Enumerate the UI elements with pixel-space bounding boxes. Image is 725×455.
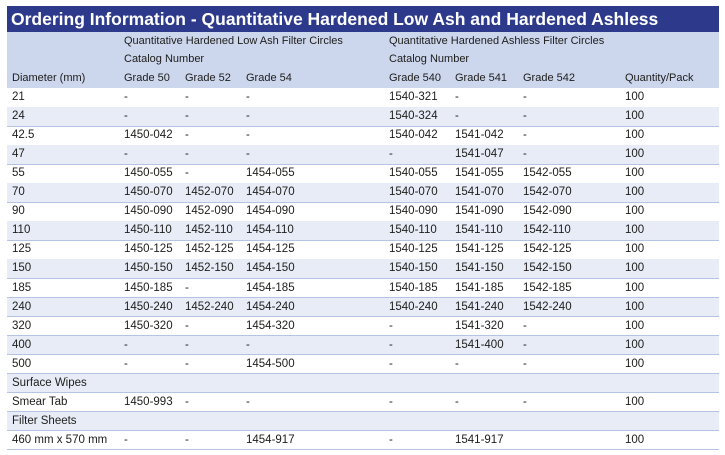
cell-grade-542: - xyxy=(523,129,527,142)
cell-quantity-pack: 100 xyxy=(625,281,645,294)
cell-grade-50: 1450-993 xyxy=(124,395,173,408)
cell-grade-52: - xyxy=(185,319,189,332)
cell-grade-52: - xyxy=(185,357,189,370)
cell-grade-50: 1450-090 xyxy=(124,205,173,218)
table-row xyxy=(7,126,719,145)
cell-quantity-pack: 100 xyxy=(625,319,645,332)
table-row xyxy=(7,202,719,221)
table-row xyxy=(7,221,719,240)
section-heading: Filter Sheets xyxy=(12,414,77,427)
cell-quantity-pack: 100 xyxy=(625,262,645,275)
cell-grade-540: 1540-321 xyxy=(389,91,438,103)
cell-diameter: 90 xyxy=(12,205,25,218)
cell-grade-54: 1454-185 xyxy=(246,281,295,294)
cell-grade-50: 1450-150 xyxy=(124,262,173,275)
table-row xyxy=(7,355,719,374)
cell-grade-52: - xyxy=(185,281,189,294)
cell-grade-50: 1450-042 xyxy=(124,129,173,142)
column-header-grade-54: Grade 54 xyxy=(246,72,292,84)
cell-grade-541: 1541-055 xyxy=(455,167,504,180)
cell-quantity-pack: 100 xyxy=(625,167,645,180)
cell-grade-542: 1542-110 xyxy=(523,224,571,237)
cell-grade-50: 1450-240 xyxy=(124,300,173,313)
cell-grade-541: 1541-070 xyxy=(455,186,504,199)
cell-grade-50: - xyxy=(124,338,128,351)
cell-grade-54: 1454-500 xyxy=(246,357,295,370)
section-heading-row xyxy=(7,412,719,431)
column-header-grade-540: Grade 540 xyxy=(389,72,441,84)
cell-grade-541: 1541-240 xyxy=(455,300,504,313)
cell-grade-52: - xyxy=(185,395,189,408)
cell-grade-54: - xyxy=(246,129,250,142)
cell-grade-52: - xyxy=(185,338,189,351)
column-header-grade-541: Grade 541 xyxy=(455,72,507,84)
cell-grade-540: 1540-240 xyxy=(389,300,438,313)
section-heading-row xyxy=(7,374,719,393)
cell-grade-540: 1540-070 xyxy=(389,186,438,199)
cell-grade-540: 1540-324 xyxy=(389,110,438,123)
cell-grade-542: 1542-240 xyxy=(523,300,572,313)
table-row xyxy=(7,298,719,317)
cell-grade-52: - xyxy=(185,167,189,180)
cell-grade-540: - xyxy=(389,319,393,332)
cell-diameter: 70 xyxy=(12,186,25,199)
cell-grade-541: 1541-125 xyxy=(455,243,504,256)
cell-grade-52: 1452-125 xyxy=(185,243,234,256)
column-header-grade-52: Grade 52 xyxy=(185,72,231,84)
catalog-number-ashless: Catalog Number xyxy=(389,53,470,65)
cell-grade-542: 1542-150 xyxy=(523,262,572,275)
cell-diameter: 320 xyxy=(12,319,32,332)
cell-grade-52: 1452-110 xyxy=(185,224,233,237)
cell-grade-542: 1542-055 xyxy=(523,167,572,180)
cell-grade-52: - xyxy=(185,433,189,446)
cell-grade-542: 1542-125 xyxy=(523,243,572,256)
cell-grade-541: 1541-047 xyxy=(455,148,504,161)
cell-grade-50: 1450-320 xyxy=(124,319,173,332)
cell-diameter: 460 mm x 570 mm xyxy=(12,433,108,446)
group-header-ashless: Quantitative Hardened Ashless Filter Circles xyxy=(389,35,605,47)
table-row xyxy=(7,107,719,126)
table-row xyxy=(7,317,719,336)
cell-grade-541: 1541-110 xyxy=(455,224,503,237)
cell-grade-542: - xyxy=(523,110,527,123)
cell-grade-50: 1450-070 xyxy=(124,186,173,199)
table-row xyxy=(7,336,719,355)
cell-grade-54: 1454-110 xyxy=(246,224,294,237)
cell-grade-541: 1541-400 xyxy=(455,338,504,351)
table-row xyxy=(7,164,719,183)
cell-quantity-pack: 100 xyxy=(625,433,645,446)
cell-grade-540: 1540-125 xyxy=(389,243,438,256)
table-row xyxy=(7,431,719,450)
cell-grade-542: 1542-185 xyxy=(523,281,572,294)
cell-grade-50: - xyxy=(124,357,128,370)
cell-grade-540: - xyxy=(389,338,393,351)
cell-grade-50: - xyxy=(124,91,128,103)
cell-grade-540: 1540-185 xyxy=(389,281,438,294)
cell-quantity-pack: 100 xyxy=(625,338,645,351)
column-header-quantity-pack: Quantity/Pack xyxy=(625,72,694,84)
cell-quantity-pack: 100 xyxy=(625,357,645,370)
cell-grade-54: 1454-125 xyxy=(246,243,295,256)
cell-grade-542: - xyxy=(523,395,527,408)
cell-grade-50: - xyxy=(124,148,128,161)
row-divider xyxy=(7,449,719,450)
cell-grade-541: 1541-090 xyxy=(455,205,504,218)
table-row xyxy=(7,279,719,298)
cell-grade-541: - xyxy=(455,395,459,408)
cell-grade-54: - xyxy=(246,338,250,351)
cell-grade-540: 1540-150 xyxy=(389,262,438,275)
cell-grade-54: 1454-240 xyxy=(246,300,295,313)
cell-grade-542: 1542-090 xyxy=(523,205,572,218)
cell-quantity-pack: 100 xyxy=(625,300,645,313)
cell-grade-50: - xyxy=(124,433,128,446)
cell-grade-541: 1541-320 xyxy=(455,319,504,332)
cell-grade-54: - xyxy=(246,148,250,161)
table-row xyxy=(7,259,719,278)
cell-quantity-pack: 100 xyxy=(625,205,645,218)
cell-grade-540: 1540-055 xyxy=(389,167,438,180)
cell-grade-50: 1450-110 xyxy=(124,224,172,237)
cell-grade-542: 1542-070 xyxy=(523,186,572,199)
cell-diameter: 21 xyxy=(12,91,25,103)
cell-grade-52: - xyxy=(185,110,189,123)
table-title: Ordering Information - Quantitative Hardened Low Ash and Hardened Ashless xyxy=(7,6,719,32)
cell-grade-52: - xyxy=(185,148,189,161)
table-row xyxy=(7,183,719,202)
cell-grade-50: 1450-125 xyxy=(124,243,173,256)
column-header-grade-542: Grade 542 xyxy=(523,72,575,84)
section-heading: Surface Wipes xyxy=(12,376,87,389)
cell-grade-541: 1541-917 xyxy=(455,433,504,446)
column-header-grade-50: Grade 50 xyxy=(124,72,170,84)
table-row xyxy=(7,145,719,164)
table-row xyxy=(7,240,719,259)
table-header xyxy=(7,32,719,88)
table-row xyxy=(7,88,719,107)
cell-grade-542: - xyxy=(523,148,527,161)
cell-quantity-pack: 100 xyxy=(625,129,645,142)
cell-quantity-pack: 100 xyxy=(625,91,645,103)
cell-grade-54: 1454-917 xyxy=(246,433,295,446)
cell-grade-541: - xyxy=(455,91,459,103)
cell-diameter: 240 xyxy=(12,300,32,313)
cell-grade-540: - xyxy=(389,357,393,370)
cell-grade-541: - xyxy=(455,110,459,123)
cell-diameter: 110 xyxy=(12,224,31,237)
cell-grade-541: - xyxy=(455,357,459,370)
cell-diameter: 47 xyxy=(12,148,25,161)
cell-grade-54: 1454-150 xyxy=(246,262,295,275)
cell-grade-542: - xyxy=(523,91,527,103)
cell-grade-542: - xyxy=(523,338,527,351)
cell-grade-54: 1454-090 xyxy=(246,205,295,218)
cell-quantity-pack: 100 xyxy=(625,148,645,161)
cell-grade-540: - xyxy=(389,395,393,408)
cell-quantity-pack: 100 xyxy=(625,224,645,237)
cell-quantity-pack: 100 xyxy=(625,186,645,199)
cell-quantity-pack: 100 xyxy=(625,110,645,123)
cell-grade-542: - xyxy=(523,357,527,370)
column-header-diameter: Diameter (mm) xyxy=(12,72,86,84)
cell-grade-54: - xyxy=(246,395,250,408)
cell-diameter: 500 xyxy=(12,357,32,370)
cell-grade-50: 1450-185 xyxy=(124,281,173,294)
cell-diameter: 150 xyxy=(12,262,32,275)
cell-diameter: 55 xyxy=(12,167,25,180)
cell-quantity-pack: 100 xyxy=(625,243,645,256)
cell-grade-541: 1541-185 xyxy=(455,281,504,294)
table-row xyxy=(7,393,719,412)
cell-grade-54: 1454-055 xyxy=(246,167,295,180)
cell-diameter: 400 xyxy=(12,338,32,351)
cell-grade-50: - xyxy=(124,110,128,123)
catalog-number-low-ash: Catalog Number xyxy=(124,53,205,65)
cell-grade-52: 1452-240 xyxy=(185,300,234,313)
cell-diameter: Smear Tab xyxy=(12,395,68,408)
cell-grade-541: 1541-150 xyxy=(455,262,504,275)
cell-grade-540: - xyxy=(389,433,393,446)
cell-grade-54: - xyxy=(246,110,250,123)
cell-diameter: 125 xyxy=(12,243,32,256)
cell-diameter: 24 xyxy=(12,110,25,123)
cell-grade-540: 1540-110 xyxy=(389,224,437,237)
cell-diameter: 185 xyxy=(12,281,32,294)
cell-grade-54: 1454-070 xyxy=(246,186,295,199)
cell-grade-50: 1450-055 xyxy=(124,167,173,180)
cell-diameter: 42.5 xyxy=(12,129,35,142)
cell-grade-52: - xyxy=(185,91,189,103)
cell-grade-542: - xyxy=(523,319,527,332)
cell-grade-540: 1540-042 xyxy=(389,129,438,142)
cell-grade-541: 1541-042 xyxy=(455,129,504,142)
cell-grade-52: 1452-070 xyxy=(185,186,234,199)
cell-grade-52: 1452-090 xyxy=(185,205,234,218)
cell-grade-54: - xyxy=(246,91,250,103)
group-header-low-ash: Quantitative Hardened Low Ash Filter Circles xyxy=(124,35,343,47)
cell-grade-52: 1452-150 xyxy=(185,262,234,275)
cell-grade-54: 1454-320 xyxy=(246,319,295,332)
cell-quantity-pack: 100 xyxy=(625,395,645,408)
cell-grade-52: - xyxy=(185,129,189,142)
cell-grade-540: 1540-090 xyxy=(389,205,438,218)
cell-grade-540: - xyxy=(389,148,393,161)
